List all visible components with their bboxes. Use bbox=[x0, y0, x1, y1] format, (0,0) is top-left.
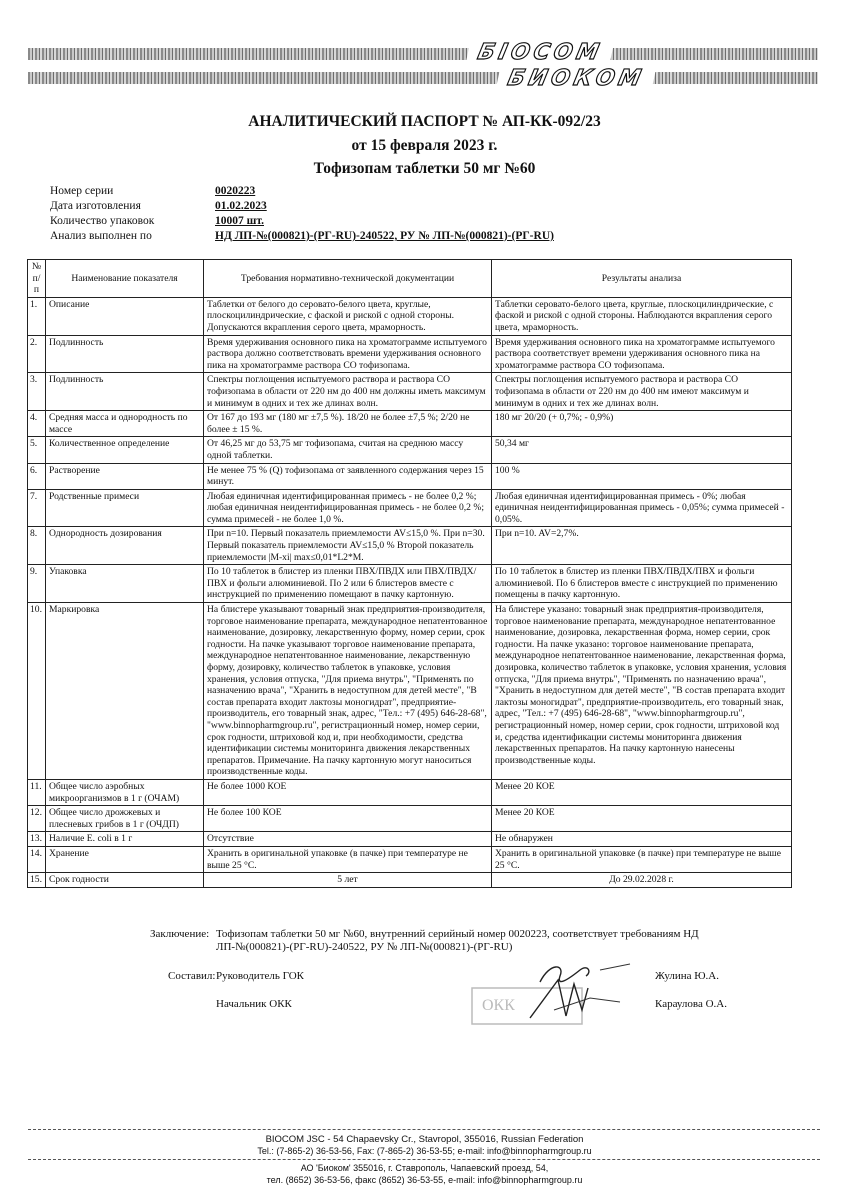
requirement-text: На блистере указывают товарный знак предприятия-производителя, торговое наименование препарата, международное непатентованное наименование, дозировку, лекарственную форму, номер серии, срок годности. На пачке указывают торговое наименование препарата, международное непатентованное наименование, лекарственную форму, дозировку, количество таблеток в упаковке, условия хранения, условия отпуска, "Для приема внутрь", "Применять по назначению врача", "Хранить в недоступном для детей месте", "В состав препарата входит лактозы моногидрат", предприятие-производитель, его товарный знак, адрес, "Тел.: +7 (495) 646-28-68", "www.binnopharmgroup.ru", регистрационный номер, номер серии, срок годности, штриховой код и, при необходимости, средства идентификации системы мониторинга движения лекарственных препаратов. Примечание. На пачку картонную могут наноситься производственные коды. bbox=[204, 603, 492, 780]
table-row bbox=[28, 489, 792, 527]
table-row bbox=[28, 846, 792, 872]
signature-stamp bbox=[470, 958, 670, 1028]
parameter-name: Растворение bbox=[46, 463, 204, 489]
result-text: Менее 20 КОЕ bbox=[492, 779, 792, 805]
column-header-parameter: Наименование показателя bbox=[46, 260, 204, 298]
row-number: 13. bbox=[28, 832, 46, 847]
row-number: 15. bbox=[28, 873, 46, 888]
row-number: 6. bbox=[28, 463, 46, 489]
table-row bbox=[28, 832, 792, 847]
requirement-text: Хранить в оригинальной упаковке (в пачке) при температуре не выше 25 °С. bbox=[204, 846, 492, 872]
result-text: До 29.02.2028 г. bbox=[492, 873, 792, 888]
table-row bbox=[28, 463, 792, 489]
role-head-okk: Начальник ОКК bbox=[216, 998, 292, 1010]
document-title: АНАЛИТИЧЕСКИЙ ПАСПОРТ № АП-КК-092/23 bbox=[248, 113, 601, 130]
document-date: от 15 февраля 2023 г. bbox=[351, 137, 498, 154]
manufacture-date-label: Дата изготовления bbox=[50, 200, 141, 212]
parameter-name: Срок годности bbox=[46, 873, 204, 888]
analysis-basis-label: Анализ выполнен по bbox=[50, 230, 152, 242]
product-name: Тофизопам таблетки 50 мг №60 bbox=[313, 160, 536, 177]
result-text: Любая единичная идентифицированная примесь - 0%; любая единичная неидентифицированная примесь - 0,05%; сумма примесей - 0,05%. bbox=[492, 489, 792, 527]
row-number: 14. bbox=[28, 846, 46, 872]
requirement-text: 5 лет bbox=[204, 873, 492, 888]
result-text: Время удерживания основного пика на хроматограмме испытуемого раствора соответствует времени удерживания основного пика на хроматограмме раствора СО тофизопама. bbox=[492, 335, 792, 373]
table-row bbox=[28, 779, 792, 805]
requirement-text: Отсутствие bbox=[204, 832, 492, 847]
signature-stroke bbox=[554, 964, 630, 1010]
table-row bbox=[28, 565, 792, 603]
conclusion-text: Тофизопам таблетки 50 мг №60, внутренний серийный номер 0020223, соответствует требованиям НД ЛП-№(000821)-(РГ-RU)-240522, РУ № ЛП-№(000821)-(РГ-RU) bbox=[216, 928, 699, 953]
row-number: 8. bbox=[28, 527, 46, 565]
header-banner bbox=[28, 40, 818, 91]
manufacture-date-value: 01.02.2023 bbox=[215, 200, 267, 212]
parameter-name: Наличие E. coli в 1 г bbox=[46, 832, 204, 847]
package-count-value: 10007 шт. bbox=[215, 215, 264, 227]
result-text: Спектры поглощения испытуемого раствора и раствора СО тофизопама в области от 220 нм до 400 нм имеют максимум и минимум в одних и тех же длинах волн. bbox=[492, 373, 792, 411]
row-number: 10. bbox=[28, 603, 46, 780]
table-header-row bbox=[28, 260, 792, 298]
signer-name-2: Караулова О.А. bbox=[655, 998, 727, 1010]
table-row bbox=[28, 335, 792, 373]
parameter-name: Упаковка bbox=[46, 565, 204, 603]
parameter-name: Маркировка bbox=[46, 603, 204, 780]
parameter-name: Подлинность bbox=[46, 373, 204, 411]
parameter-name: Общее число дрожжевых и плесневых грибов в 1 г (ОЧДП) bbox=[46, 806, 204, 832]
footer-contacts-en: Tel.: (7-865-2) 36-53-56, Fax: (7-865-2) 36-53-55; e-mail: info@binnopharmgroup.ru bbox=[257, 1146, 592, 1156]
column-header-requirements: Требования нормативно-технической документации bbox=[204, 260, 492, 298]
footer-contacts-ru: тел. (8652) 36-53-56, факс (8652) 36-53-55, e-mail: info@binnopharmgroup.ru bbox=[266, 1175, 583, 1185]
table-row bbox=[28, 411, 792, 437]
requirement-text: По 10 таблеток в блистер из пленки ПВХ/ПВДХ или ПВХ/ПВДХ/ПВХ и фольги алюминиевой. По 2 или 6 блистеров вместе с инструкцией по применению помещают в пачку картонную. bbox=[204, 565, 492, 603]
parameter-name: Родственные примеси bbox=[46, 489, 204, 527]
row-number: 7. bbox=[28, 489, 46, 527]
requirement-text: Любая единичная идентифицированная примесь - не более 0,2 %; любая единичная неидентифицированная примесь - не более 0,2 %; сумма примесей - не более 1,0 %. bbox=[204, 489, 492, 527]
row-number: 5. bbox=[28, 437, 46, 463]
company-logo-cyrillic: БИОКОМ bbox=[495, 66, 657, 91]
banner-band-top bbox=[28, 48, 818, 60]
column-header-number: № п/п bbox=[28, 260, 46, 298]
column-header-results: Результаты анализа bbox=[492, 260, 792, 298]
batch-number-label: Номер серии bbox=[50, 185, 114, 197]
requirement-text: От 46,25 мг до 53,75 мг тофизопама, считая на среднюю массу одной таблетки. bbox=[204, 437, 492, 463]
footer-divider-top bbox=[28, 1129, 820, 1130]
result-text: Менее 20 КОЕ bbox=[492, 806, 792, 832]
analysis-table bbox=[27, 259, 792, 888]
stamp-label: ОКК bbox=[482, 997, 515, 1014]
composed-label: Составил: bbox=[168, 970, 216, 982]
row-number: 4. bbox=[28, 411, 46, 437]
table-row bbox=[28, 527, 792, 565]
parameter-name: Количественное определение bbox=[46, 437, 204, 463]
signer-name-1: Жулина Ю.А. bbox=[655, 970, 719, 982]
package-count-label: Количество упаковок bbox=[50, 215, 155, 227]
requirement-text: При n=10. Первый показатель приемлемости AV≤15,0 %. При n=30. Первый показатель приемлемости AV≤15,0 % Второй показатель приемлемости |M-xi| max≤0,01*L2*M. bbox=[204, 527, 492, 565]
row-number: 1. bbox=[28, 297, 46, 335]
result-text: 50,34 мг bbox=[492, 437, 792, 463]
parameter-name: Средняя масса и однородность по массе bbox=[46, 411, 204, 437]
table-row bbox=[28, 437, 792, 463]
result-text: По 10 таблеток в блистер из пленки ПВХ/ПВДХ/ПВХ и фольги алюминиевой. По 6 блистеров вместе с инструкцией по применению помещены в пачку картонную. bbox=[492, 565, 792, 603]
result-text: Таблетки серовато-белого цвета, круглые, плоскоцилиндрические, с фаской и риской с одной стороны. Наблюдаются вкрапления серого цвета, мраморность. bbox=[492, 297, 792, 335]
batch-number-value: 0020223 bbox=[215, 185, 256, 197]
row-number: 12. bbox=[28, 806, 46, 832]
requirement-text: Таблетки от белого до серовато-белого цвета, круглые, плоскоцилиндрические, с фаской и риской с одной стороны. Допускаются вкрапления серого цвета, мраморность. bbox=[204, 297, 492, 335]
requirement-text: Не менее 75 % (Q) тофизопама от заявленного содержания через 15 минут. bbox=[204, 463, 492, 489]
footer-divider-bottom bbox=[28, 1159, 820, 1160]
parameter-name: Подлинность bbox=[46, 335, 204, 373]
table-row bbox=[28, 806, 792, 832]
banner-band-bottom bbox=[28, 72, 818, 84]
result-text: Не обнаружен bbox=[492, 832, 792, 847]
analysis-basis-value: НД ЛП-№(000821)-(РГ-RU)-240522, РУ № ЛП-№(000821)-(РГ-RU) bbox=[215, 230, 554, 242]
table-row bbox=[28, 297, 792, 335]
requirement-text: Не более 1000 КОЕ bbox=[204, 779, 492, 805]
parameter-name: Хранение bbox=[46, 846, 204, 872]
table-row bbox=[28, 603, 792, 780]
footer-address-ru: АО 'Биоком' 355016, г. Ставрополь, Чапаевский проезд, 54, bbox=[300, 1163, 549, 1173]
result-text: На блистере указано: товарный знак предприятия-производителя, торговое наименование препарата, международное непатентованное наименование, дозировка, лекарственная форма, номер серии, срок годности. На пачке указано: торговое наименование препарата, международное непатентованное наименование, лекарственная форма, дозировка, количество таблеток в упаковке, условия хранения, условия отпуска, "Для приема внутрь", "Применять по назначению врача", "Хранить в недоступном для детей месте", "В состав препарата входит лактозы моногидрат", предприятие-производитель, его товарный знак, адрес, "Тел.: +7 (495) 646-28-68", "www.binnopharmgroup.ru", регистрационный номер, номер серии, срок годности, штриховой код и, средства идентификации системы мониторинга движения лекарственных препаратов. На пачку картонную нанесены производственные коды. bbox=[492, 603, 792, 780]
requirement-text: Время удерживания основного пика на хроматограмме испытуемого раствора должно соответствовать времени удерживания основного пика на хроматограмме раствора СО тофизопама. bbox=[204, 335, 492, 373]
requirement-text: Не более 100 КОЕ bbox=[204, 806, 492, 832]
result-text: При n=10. AV=2,7%. bbox=[492, 527, 792, 565]
parameter-name: Описание bbox=[46, 297, 204, 335]
row-number: 11. bbox=[28, 779, 46, 805]
row-number: 2. bbox=[28, 335, 46, 373]
result-text: 100 % bbox=[492, 463, 792, 489]
table-row bbox=[28, 373, 792, 411]
table-row bbox=[28, 873, 792, 888]
company-logo-latin: БIОСОМ bbox=[465, 40, 615, 65]
parameter-name: Общее число аэробных микроорганизмов в 1 г (ОЧАМ) bbox=[46, 779, 204, 805]
row-number: 9. bbox=[28, 565, 46, 603]
parameter-name: Однородность дозирования bbox=[46, 527, 204, 565]
role-head-gok: Руководитель ГОК bbox=[216, 970, 304, 982]
result-text: 180 мг 20/20 (+ 0,7%; - 0,9%) bbox=[492, 411, 792, 437]
requirement-text: Спектры поглощения испытуемого раствора и раствора СО тофизопама в области от 220 нм до 400 нм должны иметь максимум и минимум в одних и тех же длинах волн. bbox=[204, 373, 492, 411]
row-number: 3. bbox=[28, 373, 46, 411]
signature-scribble bbox=[530, 967, 589, 1018]
requirement-text: От 167 до 193 мг (180 мг ±7,5 %). 18/20 не более ±7,5 %; 2/20 не более ± 15 %. bbox=[204, 411, 492, 437]
footer-address-en: BIOCOM JSC - 54 Chapaevsky Cr., Stavropol, 355016, Russian Federation bbox=[265, 1134, 584, 1145]
result-text: Хранить в оригинальной упаковке (в пачке) при температуре не выше 25 °С. bbox=[492, 846, 792, 872]
conclusion-label: Заключение: bbox=[150, 928, 210, 940]
